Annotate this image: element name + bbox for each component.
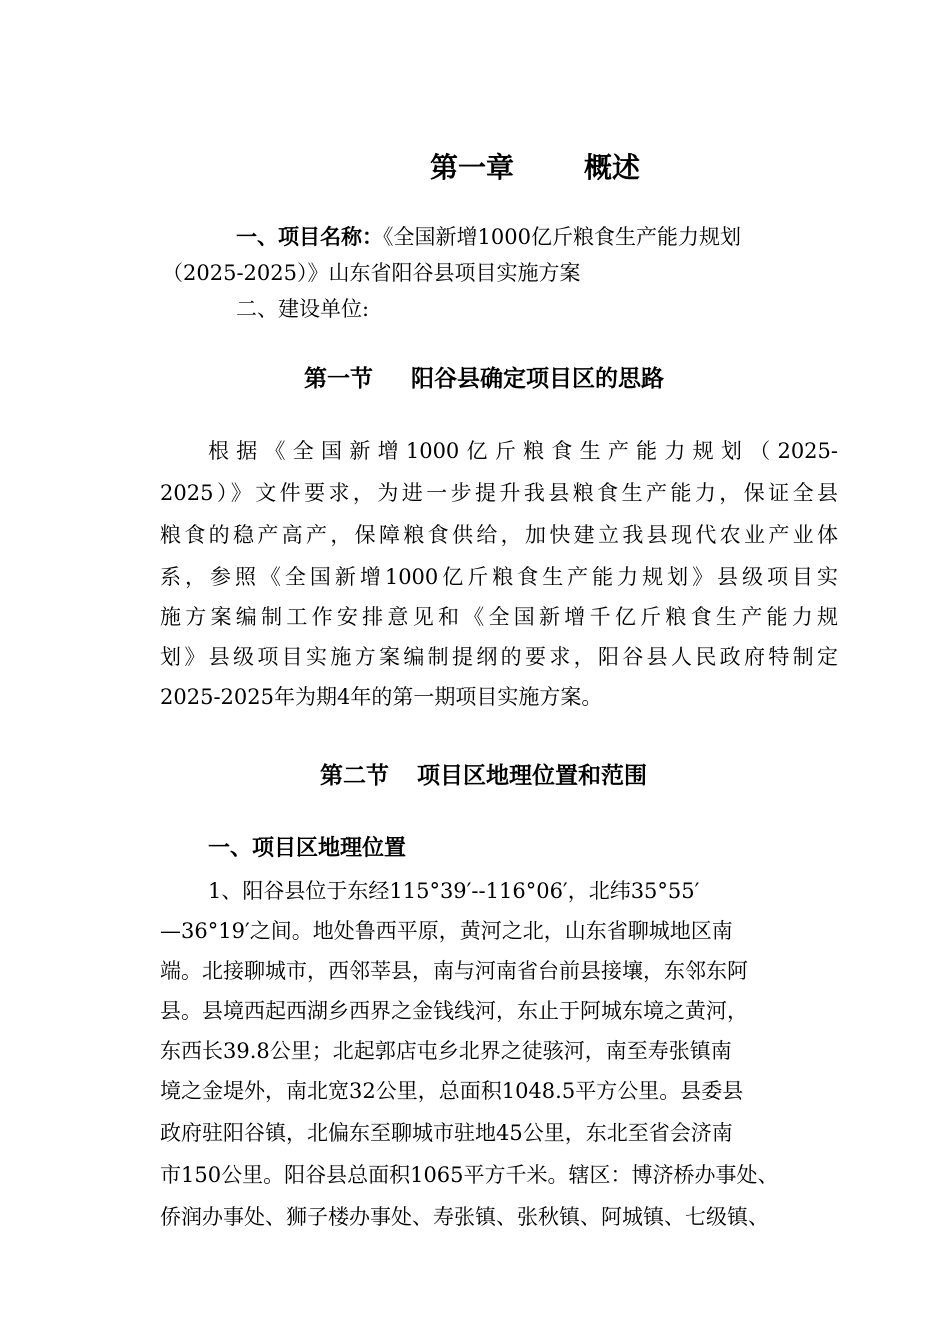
section-2-name: 项目区地理位置和范围 [417,762,647,789]
project-name-value: 《全国新增1000亿斤粮食生产能力规划 [383,225,741,249]
paragraph-line: 政府驻阳谷镇，北偏东至聊城市驻地45公里，东北至省会济南 [160,1121,733,1145]
section-1-number: 第一节 [304,365,373,392]
paragraph-line: 侨润办事处、狮子楼办事处、寿张镇、张秋镇、阿城镇、七级镇、 [160,1205,769,1229]
paragraph-line: 县。县境西起西湖乡西界之金钱线河，东止于阿城东境之黄河， [160,999,748,1023]
project-name-line: 一、项目名称：《全国新增1000亿斤粮食生产能力规划 [236,224,741,249]
paragraph-line: 东西长39.8公里；北起郭店屯乡北界之徒骇河，南至寿张镇南 [160,1039,732,1063]
project-name-line-2: （2025-2025）》山东省阳谷县项目实施方案 [162,261,581,285]
paragraph-line: 市150公里。阳谷县总面积1065平方千米。辖区：博济桥办事处、 [160,1163,779,1187]
paragraph-line: 1、阳谷县位于东经115°39′--116°06′，北纬35°55′ [208,879,700,903]
paragraph-line: 系，参照《全国新增1000亿斤粮食生产能力规划》县级项目实 [160,565,838,589]
paragraph-line: —36°19′之间。地处鲁西平原，黄河之北，山东省聊城地区南 [160,919,733,943]
chapter-name: 概述 [584,151,641,184]
chapter-title [430,148,640,188]
paragraph-line: 境之金堤外，南北宽32公里，总面积1048.5平方公里。县委县 [160,1079,744,1103]
geo-location-heading: 一、项目区地理位置 [208,835,407,861]
section-2-number: 第二节 [320,762,389,789]
section-1-name: 阳谷县确定项目区的思路 [411,365,664,392]
chapter-number: 第一章 [430,151,515,184]
paragraph-line: 2025-2025年为期4年的第一期项目实施方案。 [160,685,603,709]
paragraph-line: 2025）》文件要求，为进一步提升我县粮食生产能力，保证全县 [160,481,838,505]
construction-unit-label: 二、建设单位: [236,297,370,321]
paragraph-line: 根据《全国新增1000亿斤粮食生产能力规划（2025- [208,439,838,463]
paragraph-line: 端。北接聊城市，西邻莘县，南与河南省台前县接壤，东邻东阿 [160,959,748,983]
paragraph-line: 施方案编制工作安排意见和《全国新增千亿斤粮食生产能力规 [160,605,838,629]
project-name-label: 一、项目名称 [236,224,362,249]
section-2-title [320,760,647,792]
section-1-title [304,363,664,395]
paragraph-line: 粮食的稳产高产，保障粮食供给，加快建立我县现代农业产业体 [160,523,838,547]
paragraph-line: 划》县级项目实施方案编制提纲的要求，阳谷县人民政府特制定 [160,645,838,669]
